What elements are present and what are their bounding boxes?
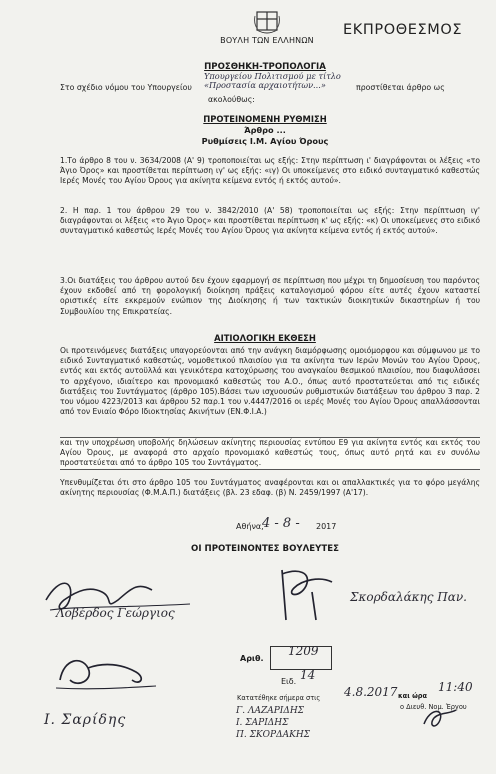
intro-prefix: Στο σχέδιο νόμου του Υπουργείου (60, 83, 192, 92)
article-number: Άρθρο ... (244, 125, 286, 135)
registry-arith-label: Αριθ. (240, 654, 264, 663)
signature-name-3: Ι. Σαρίδης (44, 712, 127, 728)
registry-deposited-label: Κατατέθηκε σήμερα στις (237, 694, 321, 702)
paragraph-2: 2. Η παρ. 1 του άρθρου 29 του ν. 3842/2010 (Α' 58) τροποποιείται ως εξής: Στην περίπτωση ιγ' διαγράφονται οι λέξεις «το Άγιο Όρος» και προστίθεται περίπτωση κ' ως εξής: «κ) Οι υποκείμενες στο ειδικό συνταγματικό καθεστώς Ιερές Μονές του Αγίου Όρους για ακίνητα κείμενα εντός ή εκτός αυτού». (60, 206, 480, 236)
registry-time-label: και ώρα (398, 692, 428, 700)
handwritten-date: 4 - 8 - (262, 516, 300, 531)
depositor-1: Γ. ΛΑΖΑΡΙΔΗΣ (236, 706, 305, 716)
reasoning-text-highlighted: και την υποχρέωση υποβολής δηλώσεων ακίνητης περιουσίας εντύπου Ε9 για ακίνητα εντός και εκτός του Αγίου Όρους, με αναφορά στο αρχαίο προνομιακό καθεστώς τους, όπως αυτό ρητά και εν συνόλω προστατεύεται από το άρθρο 105 του Συντάγματος. (60, 437, 480, 470)
intro-suffix: προστίθεται άρθρο ως (356, 83, 445, 92)
late-submission-stamp: ΕΚΠΡΟΘΕΣΜΟΣ (343, 22, 463, 38)
depositor-3: Π. ΣΚΟΡΔΑΚΗΣ (236, 730, 311, 740)
institution-name: ΒΟΥΛΗ ΤΩΝ ΕΛΛΗΝΩΝ (220, 36, 314, 45)
paragraph-1: 1.Το άρθρο 8 του ν. 3634/2008 (Α' 9) τροποποιείται ως εξής: Στην περίπτωση ι' διαγράφονται οι λέξεις «το Άγιο Όρος» και προστίθεται περίπτωση ιγ' ως εξής: «ιγ) Οι υποκείμενες στο ειδικό συνταγματικό καθεστώς Ιερές Μονές του Αγίου Όρους για ακίνητα κείμενα εντός ή εκτός αυτού». (60, 156, 480, 186)
registry-director-label: ο Διευθ. Νομ. Έργου (400, 703, 467, 711)
registry-eid-label: Ειδ. (281, 677, 297, 686)
date-year: 2017 (316, 522, 337, 531)
depositor-2: Ι. ΣΑΡΙΔΗΣ (236, 718, 289, 728)
registry-eid-value: 14 (300, 668, 316, 682)
signatories-heading: ΟΙ ΠΡΟΤΕΙΝΟΝΤΕΣ ΒΟΥΛΕΥΤΕΣ (191, 544, 339, 554)
handwritten-ministry: Υπουργείου Πολιτισμού με τίτλο «Προστασία αρχαιοτήτων...» (204, 71, 341, 90)
registry-deposited-date: 4.8.2017 (344, 685, 398, 699)
reasoning-text-c: Υπενθυμίζεται ότι στο άρθρο 105 του Συντάγματος αναφέρονται και οι απαλλακτικές για το φόρο μεγάλης ακίνητης περιουσίας (Φ.Μ.Α.Π.) διατάξεις (βλ. 23 εδαφ. (β) Ν. 2459/1997 (Α'17). (60, 478, 480, 498)
signature-skordalakis-icon (272, 562, 342, 624)
registry-arith-value: 1209 (288, 644, 319, 658)
reasoning-text-a: Οι προτεινόμενες διατάξεις υπαγορεύονται από την ανάγκη διαμόρφωσης ομοιόμορφου και σύμφωνου με το ειδικό Συνταγματικό καθεστώς, νομοθετικού πλαισίου για τα ακίνητα των Ιερών Μονών του Αγίου Όρους, εντός και εκτός αυτοϋλλά και γενικότερα κατοχύρωσης του αναγκαίου θεσμικού πλαισίου, που διαφυλάσσει το αρχέγονο, ιδιαίτερο και προνομιακό καθεστώς του Α.Ο., όπως αυτό προστατεύεται από τις ειδικές διατάξεις του Συντάγματος (άρθρο 105).Βάσει των ισχυουσών ρυθμιστικών διατάξεων του άρθρου 3 παρ. 2 του νόμου 4223/2013 και άρθρου 52 παρ.1 του ν.4447/2016 οι ιερές Μονές του Αγίου Όρους απαλλάσσονται από τον Ενιαίο Φόρο Ιδιοκτησίας Ακινήτων (ΕΝ.Φ.Ι.Α.) (60, 346, 480, 417)
article-subtitle: Ρυθμίσεις Ι.Μ. Αγίου Όρους (201, 136, 329, 146)
signature-saridis-icon (52, 650, 162, 704)
document-title: ΠΡΟΣΘΗΚΗ-ΤΡΟΠΟΛΟΓΙΑ (204, 62, 326, 72)
parliament-emblem-icon (253, 6, 281, 34)
proposed-regulation-heading: ΠΡΟΤΕΙΝΟΜΕΝΗ ΡΥΘΜΙΣΗ (203, 114, 327, 124)
paragraph-3: 3.Οι διατάξεις του άρθρου αυτού δεν έχουν εφαρμογή σε περίπτωση που μέχρι τη δημοσίευση του παρόντος έχουν εκδοθεί από τη φορολογική διοίκηση πράξεις καταλογισμού φόρου είτε αυτές έχουν καταστεί οριστικές είτε εκκρεμούν ενώπιον της Διοίκησης ή των τακτικών διοικητικών δικαστηρίων ή του Συμβουλίου της Επικρατείας. (60, 276, 480, 316)
intro-line2: ακολούθως: (208, 95, 255, 104)
registry-time-value: 11:40 (438, 680, 473, 694)
reasoning-heading: ΑΙΤΙΟΛΟΓΙΚΗ ΕΚΘΕΣΗ (214, 333, 316, 343)
signature-name-2: Σκορδαλάκης Παν. (350, 590, 467, 604)
signature-name-1: Λοβέρδος Γεώργιος (56, 606, 175, 620)
date-place: Αθήνα, (236, 522, 264, 531)
director-initials-icon (420, 704, 460, 734)
